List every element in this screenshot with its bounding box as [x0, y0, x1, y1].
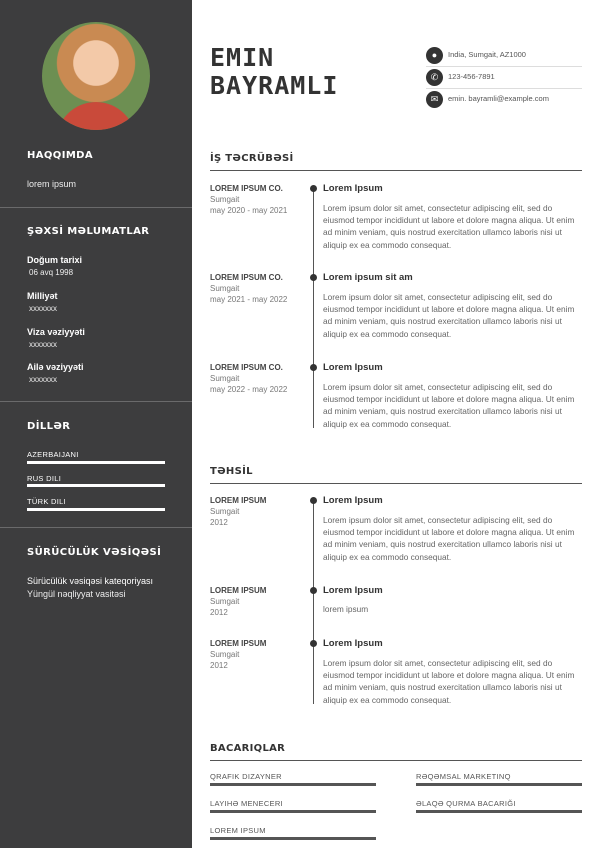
entry-city: Sumgait — [210, 374, 240, 383]
entry-school: LOREM IPSUM — [210, 496, 267, 505]
birth-date-value: 06 avq 1998 — [29, 268, 74, 277]
language-bar — [27, 508, 165, 511]
language-label: RUS DILI — [27, 474, 62, 483]
entry-company: LOREM IPSUM CO. — [210, 273, 283, 282]
location-pin-icon: ● — [426, 47, 443, 64]
entry-title: Lorem Ipsum — [323, 585, 383, 596]
timeline-dot — [310, 587, 317, 594]
entry-description: Lorem ipsum dolor sit amet, consectetur adipiscing elit, sed do eiusmod tempor incididunt ut labore et dolore magna aliqua. Ut enim ad minim veniam, quis nostrud exercitation ullamco laboris nisi ut aliquip ex ea commodo consequat. — [323, 382, 575, 429]
nationality-value: xxxxxxx — [29, 304, 57, 313]
entry-title: Lorem Ipsum — [323, 495, 383, 506]
entry-description: Lorem ipsum dolor sit amet, consectetur adipiscing elit, sed do eiusmod tempor incididunt ut labore et dolore magna aliqua. Ut enim ad minim veniam, quis nostrud exercitation ullamco laboris nisi ut aliquip ex ea commodo consequat. — [323, 203, 575, 250]
nationality-label: Milliyət — [27, 291, 58, 301]
phone-text: 123-456-7891 — [448, 72, 495, 81]
entry-title: Lorem Ipsum — [323, 183, 383, 194]
language-label: AZERBAIJANI — [27, 450, 79, 459]
skill-bar — [416, 783, 582, 786]
entry-title: Lorem Ipsum — [323, 638, 383, 649]
entry-description: Lorem ipsum dolor sit amet, consectetur adipiscing elit, sed do eiusmod tempor incididunt ut labore et dolore magna aliqua. Ut enim ad minim veniam, quis nostrud exercitation ullamco laboris nisi ut aliquip ex ea commodo consequat. — [323, 515, 575, 562]
phone-icon: ✆ — [426, 69, 443, 86]
envelope-icon: ✉ — [426, 91, 443, 108]
entry-title: Lorem Ipsum — [323, 362, 383, 373]
entry-dates: may 2022 - may 2022 — [210, 385, 288, 394]
entry-description: Lorem ipsum dolor sit amet, consectetur adipiscing elit, sed do eiusmod tempor incididunt ut labore et dolore magna aliqua. Ut enim ad minim veniam, quis nostrud exercitation ullamco laboris nisi ut aliquip ex ea commodo consequat. — [323, 658, 575, 705]
skill-bar — [210, 837, 376, 840]
entry-description: lorem ipsum — [323, 604, 369, 614]
entry-description: Lorem ipsum dolor sit amet, consectetur adipiscing elit, sed do eiusmod tempor incididunt ut labore et dolore magna aliqua. Ut enim ad minim veniam, quis nostrud exercitation ullamco laboris nisi ut aliquip ex ea commodo consequat. — [323, 292, 575, 339]
contact-address — [426, 45, 582, 67]
entry-school: LOREM IPSUM — [210, 586, 267, 595]
skill-label: QRAFIK DIZAYNER — [210, 772, 282, 781]
entry-city: Sumgait — [210, 195, 240, 204]
marital-label: Ailə vəziyyəti — [27, 362, 84, 372]
contact-phone — [426, 67, 582, 89]
experience-heading: İŞ TƏCRÜBƏSİ — [210, 153, 294, 164]
skills-heading: BACARIQLAR — [210, 743, 286, 754]
entry-school: LOREM IPSUM — [210, 639, 267, 648]
skill-label: LOREM IPSUM — [210, 826, 266, 835]
license-heading: SÜRÜCÜLÜK VƏSİQƏSİ — [27, 547, 162, 558]
entry-city: Sumgait — [210, 284, 240, 293]
address-text: India, Sumgait, AZ1000 — [448, 50, 526, 59]
about-heading: HAQQIMDA — [27, 150, 94, 161]
profile-photo — [42, 22, 150, 130]
visa-value: xxxxxxx — [29, 340, 57, 349]
about-text: lorem ipsum — [27, 179, 77, 189]
license-label: Sürücülük vəsiqəsi kateqoriyası — [27, 576, 154, 586]
entry-city: Sumgait — [210, 597, 240, 606]
entry-company: LOREM IPSUM CO. — [210, 363, 283, 372]
education-timeline — [313, 498, 314, 704]
email-text[interactable]: emin. bayramli@example.com — [448, 94, 549, 103]
license-value: Yüngül nəqliyyat vasitəsi — [27, 589, 126, 599]
visa-label: Viza vəziyyəti — [27, 327, 85, 337]
personal-heading: ŞƏXSİ MƏLUMATLAR — [27, 226, 150, 237]
section-divider — [210, 483, 582, 484]
sidebar — [0, 0, 192, 848]
first-name: EMIN — [210, 43, 275, 72]
section-divider — [210, 170, 582, 171]
entry-company: LOREM IPSUM CO. — [210, 184, 283, 193]
language-bar — [27, 461, 165, 464]
divider — [0, 401, 192, 402]
skill-label: LAYIHƏ MENECERI — [210, 799, 283, 808]
entry-year: 2012 — [210, 661, 228, 670]
divider — [0, 207, 192, 208]
last-name: BAYRAMLI — [210, 71, 339, 100]
entry-city: Sumgait — [210, 650, 240, 659]
entry-dates: may 2021 - may 2022 — [210, 295, 288, 304]
timeline-dot — [310, 364, 317, 371]
skill-bar — [210, 810, 376, 813]
entry-title: Lorem ipsum sit am — [323, 272, 413, 283]
entry-dates: may 2020 - may 2021 — [210, 206, 288, 215]
education-heading: TƏHSİL — [210, 466, 253, 477]
contact-email — [426, 89, 582, 111]
timeline-dot — [310, 497, 317, 504]
skill-bar — [416, 810, 582, 813]
timeline-dot — [310, 640, 317, 647]
entry-year: 2012 — [210, 608, 228, 617]
skill-label: ƏLAQƏ QURMA BACARIĞI — [416, 799, 516, 808]
entry-city: Sumgait — [210, 507, 240, 516]
marital-value: xxxxxxx — [29, 375, 57, 384]
timeline-dot — [310, 185, 317, 192]
language-label: TÜRK DILI — [27, 497, 66, 506]
section-divider — [210, 760, 582, 761]
timeline-dot — [310, 274, 317, 281]
languages-heading: DİLLƏR — [27, 421, 71, 432]
experience-timeline — [313, 186, 314, 428]
skill-bar — [210, 783, 376, 786]
entry-year: 2012 — [210, 518, 228, 527]
skill-label: RƏQƏMSAL MARKETINQ — [416, 772, 511, 781]
birth-date-label: Doğum tarixi — [27, 255, 83, 265]
divider — [0, 527, 192, 528]
language-bar — [27, 484, 165, 487]
